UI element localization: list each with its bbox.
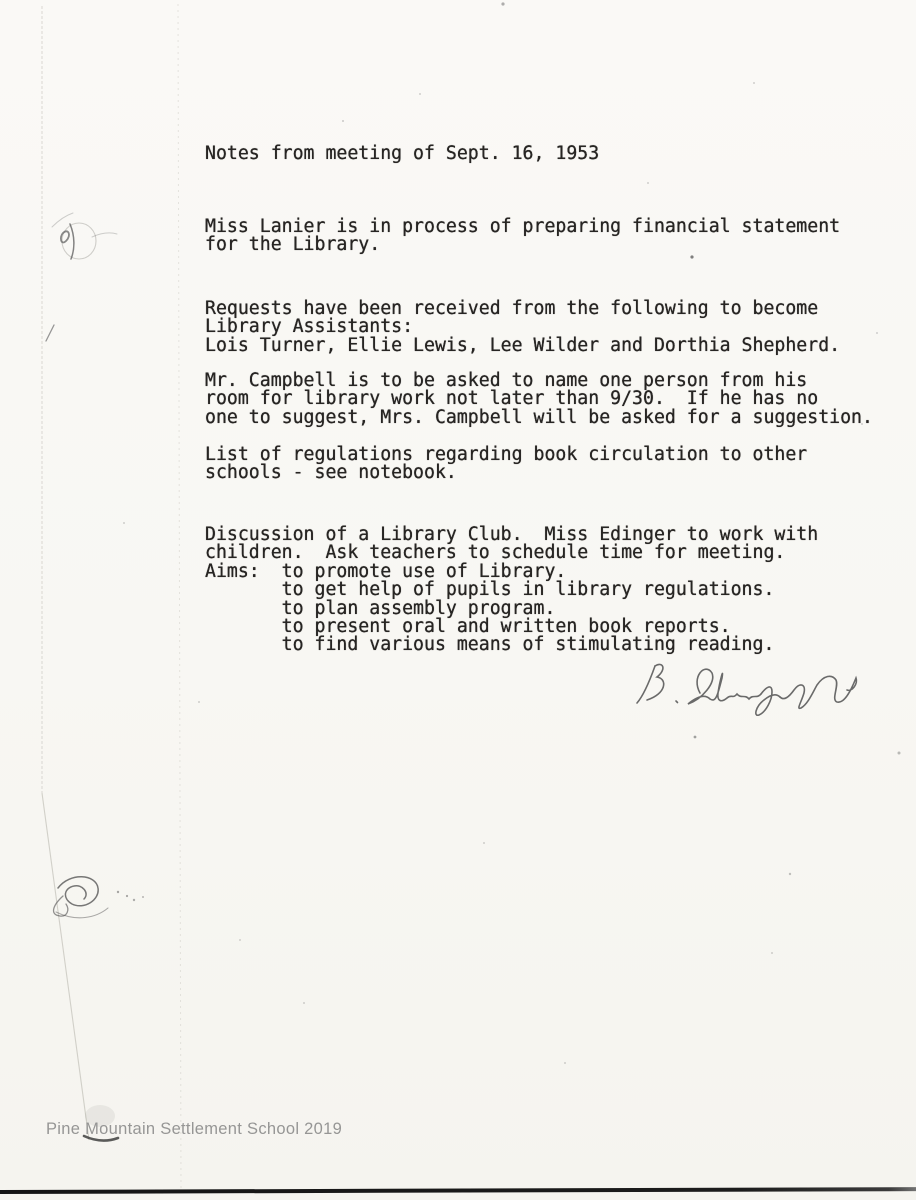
watermark: Pine Mountain Settlement School 2019 xyxy=(46,1120,343,1138)
pencil-doodle-top xyxy=(52,213,117,259)
text-line: Mr. Campbell is to be asked to name one person from his xyxy=(205,370,808,391)
paragraph-mr-campbell xyxy=(205,372,873,427)
text-line: room for library work not later than 9/30. If he has no xyxy=(205,388,819,410)
paragraph-library-assistants xyxy=(205,300,840,355)
text-line: Lois Turner, Ellie Lewis, Lee Wilder and Dorthia Shepherd. xyxy=(205,334,841,356)
scan-bottom-edge xyxy=(0,1187,916,1194)
text-line: for the Library. xyxy=(205,234,381,256)
text-line: Discussion of a Library Club. Miss Edinger to work with xyxy=(205,524,819,545)
text-line: to plan assembly program. xyxy=(205,597,556,619)
text-line: to find various means of stimulating reading. xyxy=(205,634,775,656)
text-line: List of regulations regarding book circulation to other xyxy=(205,444,808,465)
paragraph-financial-statement xyxy=(205,218,840,255)
signature-handwriting xyxy=(600,648,870,728)
text-line: children. Ask teachers to schedule time for meeting. xyxy=(205,542,786,564)
pencil-doodle-bottom xyxy=(54,877,144,918)
text-line: schools - see notebook. xyxy=(205,462,457,484)
text-line: Library Assistants: xyxy=(205,316,414,338)
vertical-fold-line xyxy=(178,4,181,1190)
text-line: Requests have been received from the following to become xyxy=(205,298,819,319)
paper-crease-line xyxy=(42,6,89,1140)
pencil-slash-mark xyxy=(46,325,54,341)
text-line: one to suggest, Mrs. Campbell will be asked for a suggestion. xyxy=(205,406,873,428)
paragraph-regulations xyxy=(205,446,807,483)
meeting-title: Notes from meeting of Sept. 16, 1953 xyxy=(205,143,600,164)
text-line: to present oral and written book reports. xyxy=(205,616,731,638)
text-line: Aims: to promote use of Library. xyxy=(205,560,567,582)
text-line: Miss Lanier is in process of preparing financial statement xyxy=(205,216,841,237)
text-line: to get help of pupils in library regulations. xyxy=(205,579,775,601)
paragraph-library-club xyxy=(205,526,818,655)
